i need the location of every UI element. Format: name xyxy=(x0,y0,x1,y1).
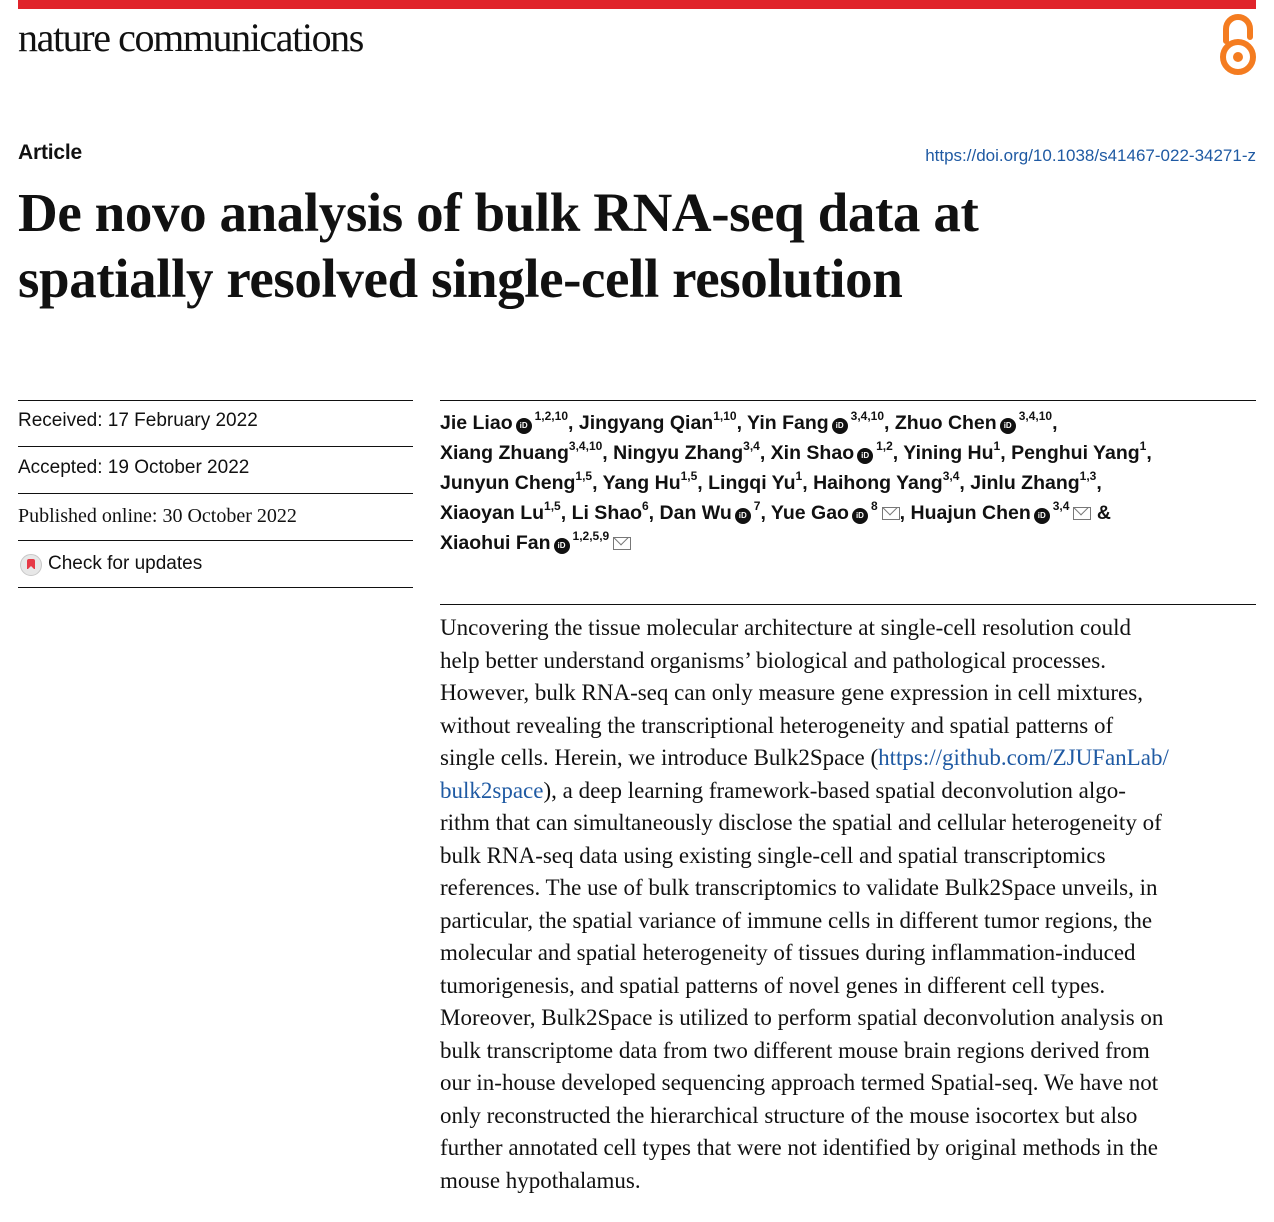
abstract-line xyxy=(440,612,1260,645)
abstract-line xyxy=(440,937,1260,970)
author-name[interactable]: Yin Fang xyxy=(747,412,829,434)
abstract-line xyxy=(440,905,1260,938)
abstract-text: bulk transcriptome data from two different mouse brain regions derived from xyxy=(440,1037,1150,1063)
abstract-line xyxy=(440,1067,1260,1100)
author-name[interactable]: Xiaoyan Lu xyxy=(440,502,545,524)
open-access-icon xyxy=(1216,13,1260,77)
affiliation-marker[interactable]: 1,5 xyxy=(544,498,561,513)
title-line: De novo analysis of bulk RNA-seq data at xyxy=(18,182,979,243)
author-separator: , xyxy=(759,442,771,464)
author-line xyxy=(440,498,1260,528)
affiliation-marker[interactable]: 1 xyxy=(795,468,803,483)
abstract-text: ), a deep learning framework-based spatial deconvolution algo- xyxy=(543,777,1126,803)
author-name[interactable]: Huajun Chen xyxy=(910,502,1031,524)
orcid-icon[interactable]: iD xyxy=(516,418,532,434)
check-updates-link[interactable]: Check for updates xyxy=(48,553,203,574)
affiliation-marker[interactable]: 1,10 xyxy=(713,408,737,423)
abstract xyxy=(440,612,1260,1197)
author-separator: , xyxy=(592,472,603,494)
author-separator: , xyxy=(736,412,748,434)
abstract-line xyxy=(440,807,1260,840)
abstract-line xyxy=(440,645,1260,678)
author-name[interactable]: Jinlu Zhang xyxy=(970,472,1080,494)
abstract-line xyxy=(440,970,1260,1003)
divider xyxy=(18,493,413,494)
published-date: Published online: 30 October 2022 xyxy=(18,505,297,527)
divider xyxy=(440,604,1256,605)
doi-link[interactable]: https://doi.org/10.1038/s41467-022-34271-z xyxy=(925,146,1256,165)
abstract-line xyxy=(440,1002,1260,1035)
divider xyxy=(18,446,413,447)
affiliation-marker[interactable]: 8 xyxy=(870,498,878,513)
abstract-text: However, bulk RNA-seq can only measure gene expression in cell mixtures, xyxy=(440,680,1143,705)
orcid-icon[interactable]: iD xyxy=(1034,508,1050,524)
abstract-text: only reconstructed the hierarchical structure of the mouse isocortex but also xyxy=(440,1102,1138,1128)
author-separator: , xyxy=(1000,442,1012,464)
author-separator: , xyxy=(697,472,709,494)
author-line xyxy=(440,468,1260,498)
affiliation-marker[interactable]: 3,4 xyxy=(942,468,960,483)
affiliation-marker[interactable]: 3,4,10 xyxy=(1018,408,1053,423)
author-name[interactable]: Yining Hu xyxy=(903,442,994,464)
title-line: spatially resolved single-cell resolution xyxy=(18,248,903,309)
author-separator: , xyxy=(568,412,579,434)
author-line xyxy=(440,408,1260,438)
affiliation-marker[interactable]: 7 xyxy=(753,498,761,513)
abstract-line xyxy=(440,1132,1260,1165)
author-separator: , xyxy=(648,502,660,524)
affiliation-marker[interactable]: 1 xyxy=(993,438,1001,453)
affiliation-marker[interactable]: 1,3 xyxy=(1079,468,1097,483)
affiliation-marker[interactable]: 1,2,10 xyxy=(534,408,568,423)
author-name[interactable]: Haihong Yang xyxy=(813,472,943,494)
author-name[interactable]: Jingyang Qian xyxy=(578,412,714,434)
author-separator: , xyxy=(802,472,814,494)
author-list xyxy=(440,408,1260,558)
author-name[interactable]: Yue Gao xyxy=(770,502,849,524)
github-link[interactable]: bulk2space xyxy=(440,777,544,803)
abstract-line xyxy=(440,840,1260,873)
abstract-text: bulk RNA-seq data using existing single-cell and spatial transcriptomics xyxy=(440,842,1106,868)
orcid-icon[interactable]: iD xyxy=(852,508,868,524)
author-separator: , xyxy=(560,502,572,524)
author-separator: , xyxy=(892,442,904,464)
email-icon[interactable] xyxy=(613,537,631,550)
abstract-line xyxy=(440,677,1260,710)
affiliation-marker[interactable]: 1,5 xyxy=(680,468,698,483)
orcid-icon[interactable]: iD xyxy=(1000,418,1016,434)
divider xyxy=(440,400,1256,401)
abstract-text: help better understand organisms’ biological and pathological processes. xyxy=(440,647,1106,673)
orcid-icon[interactable]: iD xyxy=(832,418,848,434)
abstract-line xyxy=(440,775,1260,808)
orcid-icon[interactable]: iD xyxy=(554,538,570,554)
abstract-text: particular, the spatial variance of immune cells in different tumor regions, the xyxy=(440,907,1153,933)
author-name[interactable]: Yang Hu xyxy=(602,472,681,494)
author-name[interactable]: Zhuo Chen xyxy=(894,412,997,434)
author-separator: , xyxy=(1146,442,1152,464)
author-name[interactable]: Xiaohui Fan xyxy=(440,532,551,554)
abstract-line xyxy=(440,872,1260,905)
email-icon[interactable] xyxy=(1073,507,1091,520)
orcid-icon[interactable]: iD xyxy=(857,448,873,464)
author-name[interactable]: Xin Shao xyxy=(770,442,855,464)
author-name[interactable]: Junyun Cheng xyxy=(440,472,576,494)
abstract-text: references. The use of bulk transcriptomics to validate Bulk2Space unveils, in xyxy=(440,875,1158,900)
author-name[interactable]: Ningyu Zhang xyxy=(613,442,744,464)
author-separator: , xyxy=(959,472,971,494)
abstract-text: rithm that can simultaneously disclose the spatial and cellular heterogeneity of xyxy=(440,810,1162,835)
abstract-text: further annotated cell types that were not identified by original methods in the xyxy=(440,1135,1158,1160)
affiliation-marker[interactable]: 3,4 xyxy=(1052,498,1070,513)
author-name[interactable]: Xiang Zhuang xyxy=(440,442,569,464)
divider xyxy=(18,587,413,588)
divider xyxy=(18,540,413,541)
abstract-text: our in-house developed sequencing approach termed Spatial-seq. We have not xyxy=(440,1070,1159,1095)
author-name[interactable]: Penghui Yang xyxy=(1011,442,1140,464)
orcid-icon[interactable]: iD xyxy=(735,508,751,524)
affiliation-marker[interactable]: 1 xyxy=(1139,438,1147,453)
article-title xyxy=(18,180,1258,312)
affiliation-marker[interactable]: 6 xyxy=(641,498,649,513)
affiliation-marker[interactable]: 1,2,5,9 xyxy=(572,528,610,543)
abstract-line xyxy=(440,710,1260,743)
abstract-text: Uncovering the tissue molecular architecture at single-cell resolution could xyxy=(440,615,1132,640)
author-line xyxy=(440,438,1260,468)
abstract-text: molecular and spatial heterogeneity of tissues during inflammation-induced xyxy=(440,940,1136,965)
abstract-line xyxy=(440,1035,1260,1068)
author-separator: & xyxy=(1091,502,1111,524)
author-separator: , xyxy=(899,502,911,524)
abstract-text: tumorigenesis, and spatial patterns of novel genes in different cell types. xyxy=(440,972,1106,998)
check-updates-icon[interactable] xyxy=(20,554,42,576)
author-name[interactable]: Dan Wu xyxy=(659,502,732,524)
affiliation-marker[interactable]: 3,4 xyxy=(743,438,760,453)
abstract-text: Moreover, Bulk2Space is utilized to perform spatial deconvolution analysis on xyxy=(440,1005,1164,1030)
author-name[interactable]: Jie Liao xyxy=(440,412,513,434)
affiliation-marker[interactable]: 3,4,10 xyxy=(850,408,885,423)
author-name[interactable]: Li Shao xyxy=(571,502,642,524)
affiliation-marker[interactable]: 3,4,10 xyxy=(568,438,603,453)
author-line xyxy=(440,528,1260,558)
author-separator: , xyxy=(602,442,614,464)
affiliation-marker[interactable]: 1,5 xyxy=(575,468,593,483)
abstract-text: without revealing the transcriptional heterogeneity and spatial patterns of xyxy=(440,712,1114,738)
article-type-label: Article xyxy=(18,141,82,164)
github-link[interactable]: https://github.com/ZJUFanLab/ xyxy=(878,745,1169,770)
affiliation-marker[interactable]: 1,2 xyxy=(876,438,893,453)
abstract-text: mouse hypothalamus. xyxy=(440,1167,641,1193)
abstract-line xyxy=(440,1165,1260,1198)
email-icon[interactable] xyxy=(882,507,900,520)
journal-name[interactable]: nature communications xyxy=(18,15,363,60)
abstract-line xyxy=(440,1100,1260,1133)
journal-top-bar xyxy=(18,0,1256,9)
accepted-date: Accepted: 19 October 2022 xyxy=(18,457,250,478)
author-name[interactable]: Lingqi Yu xyxy=(708,472,796,494)
author-separator: , xyxy=(1096,472,1102,494)
abstract-text: single cells. Herein, we introduce Bulk2Space ( xyxy=(440,745,879,770)
abstract-line xyxy=(440,742,1260,775)
divider xyxy=(18,400,413,401)
author-separator: , xyxy=(884,412,895,434)
author-separator: , xyxy=(1052,412,1058,434)
received-date: Received: 17 February 2022 xyxy=(18,410,258,431)
author-separator: , xyxy=(760,502,771,524)
